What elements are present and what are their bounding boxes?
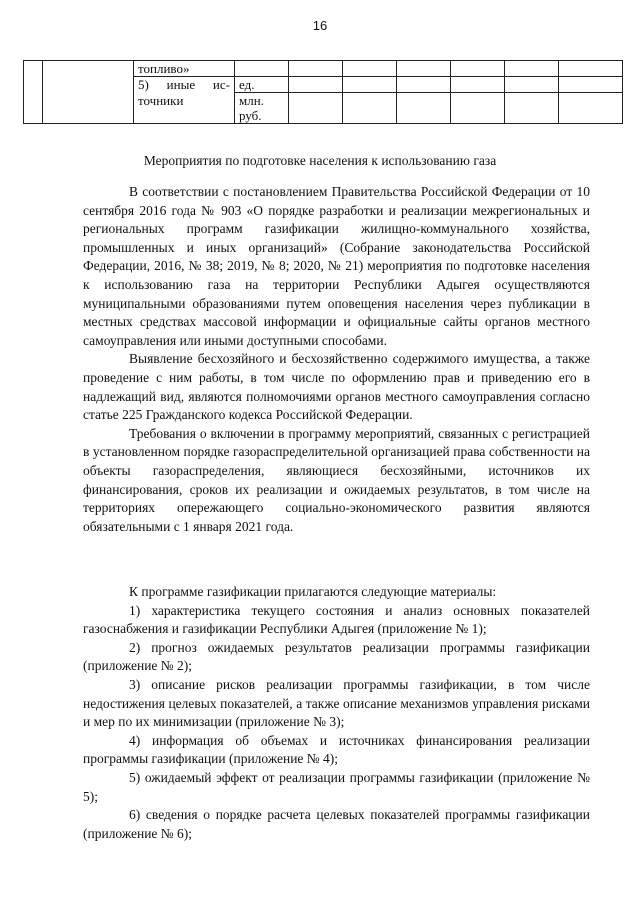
table-cell (505, 93, 559, 124)
table-cell (451, 61, 505, 77)
table-cell (559, 77, 623, 93)
table-cell (451, 93, 505, 124)
paragraph: 5) ожидаемый эффект от реализации программы газификации (приложение № 5); (83, 769, 590, 804)
paragraph: Требования о включении в программу мероприятий, связанных с регистрацией в установленном порядке газораспределительной организацией права собственности на объекты газораспределения, являющиеся бесхозяйными, источников их финансирования, сроков их реализации и ожидаемых результатов, в том числе на территориях опережающего социально-экономического развития являются обязательными с 1 января 2021 года. (83, 425, 590, 534)
table-cell-unit: руб. (235, 108, 289, 124)
paragraph: 6) сведения о порядке расчета целевых показателей программы газификации (приложение № 6); (83, 807, 590, 841)
table-cell (289, 77, 343, 93)
table-cell (43, 61, 134, 124)
table-cell (24, 61, 43, 124)
table-cell (397, 61, 451, 77)
table-cell (289, 61, 343, 77)
page-number: 16 (312, 18, 328, 33)
paragraph: 4) информация об объемах и источниках финансирования реализации программы газификации (приложение № 4); (83, 732, 590, 767)
table-cell-name: точники (134, 93, 235, 124)
table-cell-unit (235, 61, 289, 77)
table-cell (397, 77, 451, 93)
continuation-table (23, 60, 623, 124)
table-cell (343, 77, 397, 93)
cell-line: 5) иные ис- (138, 77, 230, 92)
table-cell-unit: ед. (235, 77, 289, 93)
paragraph: В соответствии с постановлением Правительства Российской Федерации от 10 сентября 2016 года № 903 «О порядке разработки и реализации межрегиональных и региональных программ газификации жилищно-коммунального хозяйства, промышленных и иных организаций» (Собрание законодательства Российской Федерации, 2016, № 38; 2019, № 8; 2020, № 21) мероприятия по подготовке населения к использованию газа на территории Республики Адыгея осуществляются муниципальными образованиями путем оповещения населения через публикации в местных средствах массовой информации и официальные сайты органов местного самоуправления или иными доступными способами. (83, 184, 590, 348)
table-cell (505, 77, 559, 93)
paragraph: Выявление бесхозяйного и бесхозяйственно содержимого имущества, а также проведение с ним работы, в том числе по оформлению прав и приведению его в надлежащий вид, являются полномочиями органов местного самоуправления согласно статье 225 Гражданского кодекса Российской Федерации. (83, 351, 590, 423)
paragraph: К программе газификации прилагаются следующие материалы: (129, 584, 497, 599)
table-cell (559, 93, 623, 124)
table-cell (343, 61, 397, 77)
paragraph: 2) прогноз ожидаемых результатов реализации программы газификации (приложение № 2); (83, 639, 590, 674)
table-cell (505, 61, 559, 77)
table-cell-unit: млн. (235, 93, 289, 109)
table-cell (397, 93, 451, 124)
table-cell (451, 77, 505, 93)
table-cell-name (134, 77, 235, 93)
paragraph: 1) характеристика текущего состояния и анализ основных показателей газоснабжения и газификации Республики Адыгея (приложение № 1); (83, 602, 590, 637)
table-cell (343, 93, 397, 124)
paragraph: 3) описание рисков реализации программы газификации, в том числе недостижения целевых показателей, а также описание механизмов управления рисками и мер по их минимизации (приложение № 3); (83, 676, 590, 730)
section-title: Мероприятия по подготовке населения к использованию газа (143, 153, 497, 168)
body-text-block-a (83, 183, 590, 536)
table-cell (559, 61, 623, 77)
body-text-block-b (83, 583, 590, 843)
table-cell (289, 93, 343, 124)
table-row (24, 61, 623, 77)
table-cell-name: топливо» (134, 61, 235, 77)
